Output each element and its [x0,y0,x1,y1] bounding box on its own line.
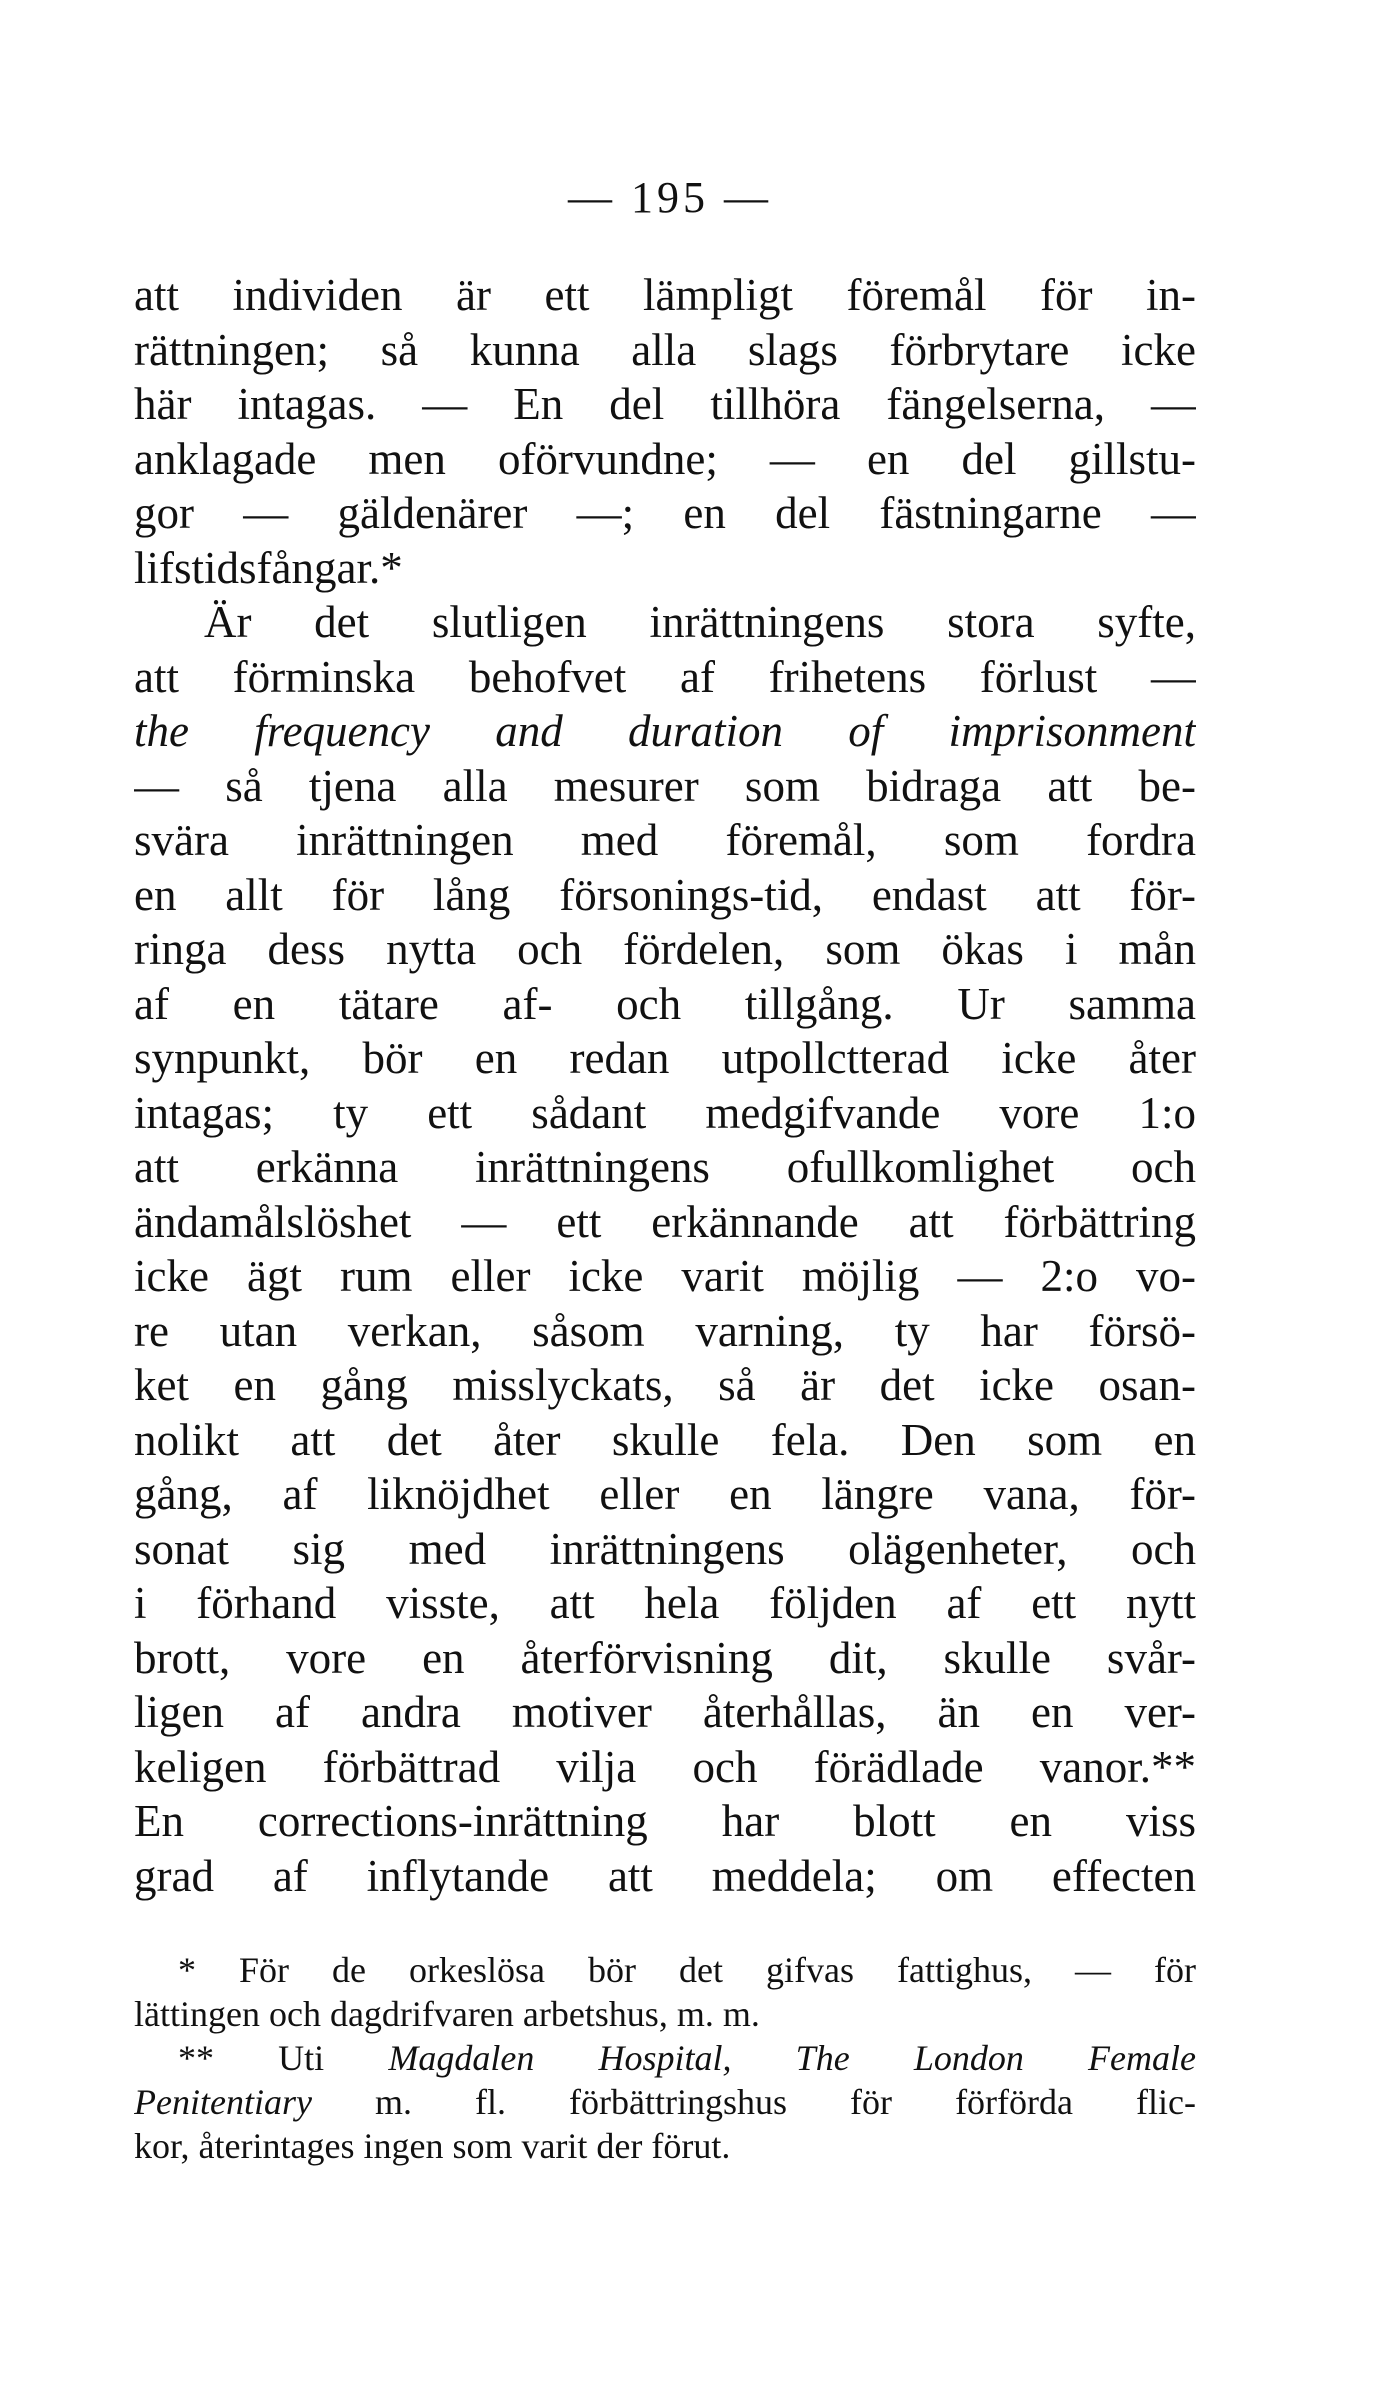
text-line: — så tjena alla mesurer som bidraga att be- [134,760,1196,811]
text-line: svära inrättningen med föremål, som fordra [134,815,1196,865]
text-line: i förhand visste, att hela följden af ett nytt [134,1578,1196,1628]
text-line: rättningen; så kunna alla slags förbrytare icke [134,324,1196,375]
text-line: att individen är ett lämpligt föremål för in- [134,270,1196,320]
text-line: nolikt att det åter skulle fela. Den som en [134,1414,1196,1465]
text-line: En corrections-inrättning har blott en viss [134,1796,1196,1846]
footnote-line: lättingen och dagdrifvaren arbetshus, m. m. [134,1994,760,2034]
text-line: här intagas. — En del tillhöra fängelserna, — [134,379,1196,429]
text-line: anklagade men oförvundne; — en del gillstu- [134,433,1196,484]
text-line: icke ägt rum eller icke varit möjlig — 2:o vo- [134,1251,1196,1301]
text-line: af en tätare af- och tillgång. Ur samma [134,978,1196,1029]
text-line: gång, af liknöjdhet eller en längre vana, för- [134,1469,1196,1519]
footnote-italic-text: Magdalen Hospital, The London Female [388,2038,1196,2078]
text-line: sonat sig med inrättningens olägenheter, och [134,1523,1196,1574]
footnote-line: * För de orkeslösa bör det gifvas fattighus, — för [178,1950,1196,1990]
body-text [134,268,1196,1903]
text-line: att erkänna inrättningens ofullkomlighet och [134,1142,1196,1192]
footnote-text: m. fl. förbättringshus för förförda flic- [311,2082,1196,2122]
text-line: brott, vore en återförvisning dit, skulle svår- [134,1632,1196,1683]
footnote-line [134,2080,1196,2124]
text-line: intagas; ty ett sådant medgifvande vore 1:o [134,1087,1196,1138]
text-line: ringa dess nytta och fördelen, som ökas i mån [134,924,1196,974]
text-line: gor — gäldenärer —; en del fästningarne — [134,488,1196,538]
text-line: en allt för lång försonings-tid, endast att för- [134,869,1196,920]
page-number-header: — 195 — [568,173,772,222]
text-line: lifstidsfångar.* [134,542,403,593]
text-line: grad af inflytande att meddela; om effecten [134,1850,1196,1901]
footnote-line: kor, återintages ingen som varit der förut. [134,2126,731,2166]
text-line: keligen förbättrad vilja och förädlade vanor.** [134,1741,1196,1792]
text-line: ligen af andra motiver återhållas, än en ver- [134,1687,1196,1737]
text-line: Är det slutligen inrättningens stora syfte, [204,597,1196,647]
text-line: re utan verkan, såsom varning, ty har försö- [134,1305,1196,1356]
text-line-italic: the frequency and duration of imprisonment [134,706,1196,756]
footnotes [134,1948,1196,2168]
text-line: synpunkt, bör en redan utpollctterad icke åter [134,1033,1196,1083]
footnote-line [134,2036,1196,2080]
text-line: ändamålslöshet — ett erkännande att förbättring [134,1196,1196,1247]
footnote-text: ** Uti [178,2038,389,2078]
text-line: ket en gång misslyckats, så är det icke osan- [134,1360,1196,1410]
text-line: att förminska behofvet af frihetens förlust — [134,651,1196,702]
footnote-italic-text: Penitentiary [134,2082,312,2122]
